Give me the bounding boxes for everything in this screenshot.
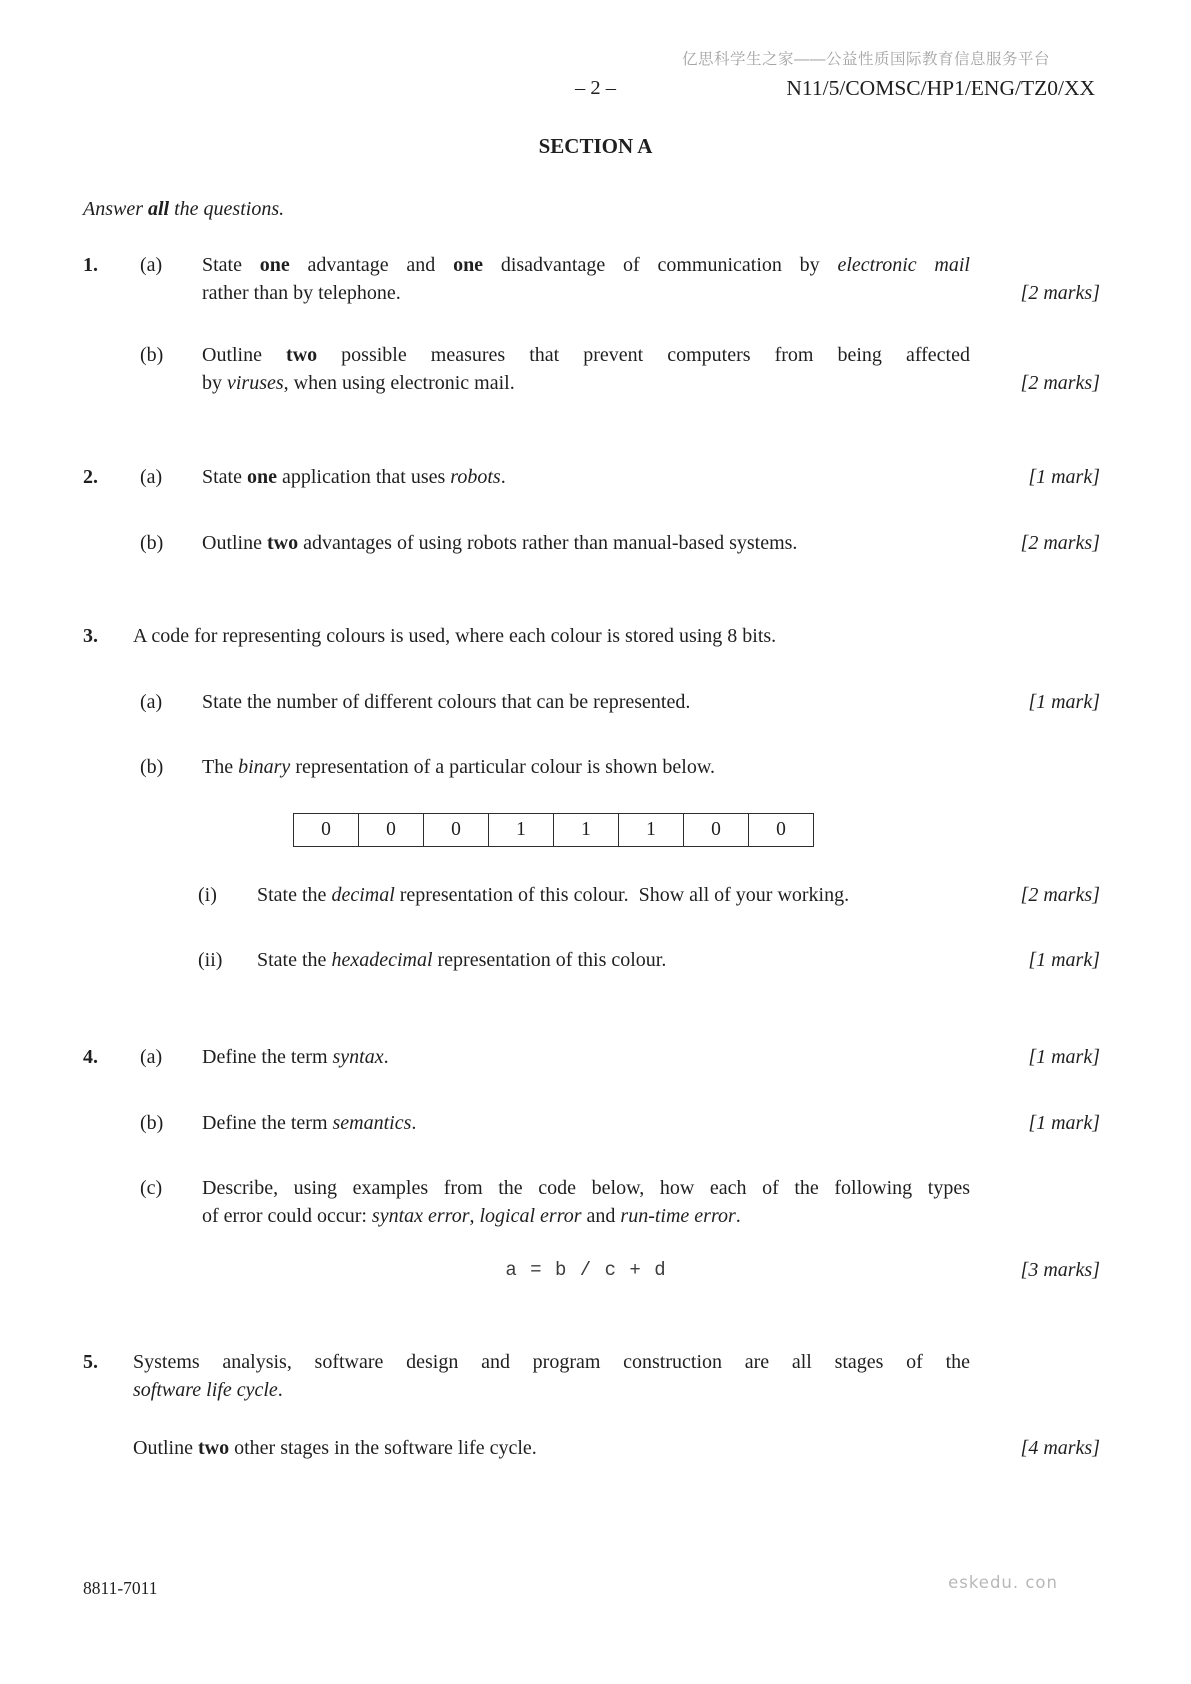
question-text-line <box>133 622 970 650</box>
binary-bit-cell: 0 <box>423 813 489 847</box>
subpart-label: (i) <box>198 884 217 906</box>
text-segment: . <box>383 1046 389 1068</box>
text-segment: other stages in the software life cycle. <box>229 1437 537 1459</box>
binary-table <box>293 813 814 847</box>
text-segment: advantage and <box>289 254 454 276</box>
section-title: SECTION A <box>538 134 653 158</box>
part-label: (c) <box>140 1177 163 1199</box>
text-segment: run-time error <box>620 1205 736 1227</box>
text-segment: one <box>453 254 484 276</box>
question-text-line <box>202 753 970 781</box>
text-segment: possible measures that prevent computers from being affected <box>317 344 970 366</box>
watermark-top: 亿思科学生之家——公益性质国际教育信息服务平台 <box>682 51 1051 68</box>
text-segment: advantages of using robots rather than manual-based systems. <box>298 532 798 554</box>
marks-label: [3 marks] <box>1020 1259 1100 1281</box>
text-segment: . <box>411 1112 417 1134</box>
code-line: a = b / c + d <box>505 1259 667 1281</box>
text-segment: The <box>202 756 239 778</box>
marks-label: [1 mark] <box>1028 1046 1100 1068</box>
text-segment: State the <box>257 884 332 906</box>
part-label: (a) <box>140 691 163 713</box>
paper-code: N11/5/COMSC/HP1/ENG/TZ0/XX <box>786 76 1095 100</box>
text-segment: rather than by telephone. <box>202 282 401 304</box>
binary-bit-cell: 0 <box>358 813 424 847</box>
text-segment: hexadecimal <box>331 949 433 971</box>
text-segment: two <box>198 1437 230 1459</box>
marks-label: [4 marks] <box>1020 1437 1100 1459</box>
watermark-bottom: eskedu. con <box>948 1573 1058 1592</box>
text-segment: decimal <box>331 884 395 906</box>
question-number: 3. <box>83 625 98 647</box>
binary-bit-cell: 0 <box>748 813 814 847</box>
text-segment: representation of this colour. <box>432 949 667 971</box>
question-number: 5. <box>83 1351 98 1373</box>
marks-label: [1 mark] <box>1028 949 1100 971</box>
marks-label: [1 mark] <box>1028 691 1100 713</box>
text-segment: of error could occur: <box>202 1205 372 1227</box>
text-segment: two <box>286 344 318 366</box>
marks-label: [2 marks] <box>1020 372 1100 394</box>
text-segment: Outline <box>202 532 267 554</box>
question-text-line <box>202 1174 970 1202</box>
text-segment: electronic mail <box>837 254 970 276</box>
text-segment: Define the term <box>202 1046 333 1068</box>
text-segment: . <box>277 1379 283 1401</box>
question-text-line <box>202 251 970 279</box>
question-number: 4. <box>83 1046 98 1068</box>
text-segment: two <box>267 532 299 554</box>
question-text-line <box>133 1348 970 1376</box>
text-segment: binary <box>238 756 291 778</box>
part-label: (a) <box>140 254 163 276</box>
marks-label: [2 marks] <box>1020 282 1100 304</box>
part-label: (b) <box>140 1112 164 1134</box>
binary-bit-cell: 1 <box>488 813 554 847</box>
text-segment: Outline <box>133 1437 198 1459</box>
instruction-text <box>83 195 284 223</box>
part-label: (a) <box>140 1046 163 1068</box>
marks-label: [2 marks] <box>1020 532 1100 554</box>
text-segment: representation of a particular colour is shown below. <box>290 756 715 778</box>
text-segment: A code for representing colours is used, where each colour is stored using 8 bits. <box>133 625 777 647</box>
part-label: (b) <box>140 756 164 778</box>
marks-label: [1 mark] <box>1028 466 1100 488</box>
marks-label: [2 marks] <box>1020 884 1100 906</box>
text-segment: robots <box>450 466 501 488</box>
text-segment: State the <box>257 949 332 971</box>
text-segment: syntax error <box>371 1205 470 1227</box>
text-segment: State the number of different colours that can be represented. <box>202 691 691 713</box>
part-label: (b) <box>140 344 164 366</box>
text-segment: logical error <box>479 1205 582 1227</box>
text-segment: Define the term <box>202 1112 333 1134</box>
page-number: – 2 – <box>575 77 616 99</box>
part-label: (b) <box>140 532 164 554</box>
text-segment: Answer <box>83 198 148 220</box>
text-segment: viruses <box>227 372 284 394</box>
text-segment: State <box>202 466 247 488</box>
text-segment: Describe, using examples from the code below, how each of the following types <box>202 1177 970 1199</box>
text-segment: one <box>259 254 290 276</box>
marks-label: [1 mark] <box>1028 1112 1100 1134</box>
binary-bit-cell: 1 <box>553 813 619 847</box>
text-segment: Outline <box>202 344 287 366</box>
text-segment: Systems analysis, software design and program construction are all stages of the <box>133 1351 970 1373</box>
text-segment: by <box>202 372 227 394</box>
footer-paper-id: 8811-7011 <box>83 1578 158 1598</box>
text-segment: . <box>735 1205 741 1227</box>
text-segment: all <box>148 198 170 220</box>
part-label: (a) <box>140 466 163 488</box>
text-segment: representation of this colour. Show all of your working. <box>394 884 850 906</box>
text-segment: the questions. <box>169 198 285 220</box>
text-segment: syntax <box>332 1046 384 1068</box>
question-text-line <box>202 341 970 369</box>
question-number: 1. <box>83 254 98 276</box>
text-segment: software life cycle <box>133 1379 278 1401</box>
binary-bit-cell: 1 <box>618 813 684 847</box>
text-segment: and <box>581 1205 621 1227</box>
question-text-line <box>202 1202 970 1230</box>
question-number: 2. <box>83 466 98 488</box>
text-segment: application that uses <box>277 466 451 488</box>
text-segment: one <box>247 466 277 488</box>
binary-bit-cell: 0 <box>683 813 749 847</box>
text-segment: , <box>469 1205 480 1227</box>
text-segment: . <box>500 466 506 488</box>
text-segment: , when using electronic mail. <box>283 372 515 394</box>
binary-bit-cell: 0 <box>293 813 359 847</box>
text-segment: semantics <box>332 1112 412 1134</box>
subpart-label: (ii) <box>198 949 223 971</box>
text-segment: disadvantage of communication by <box>483 254 838 276</box>
question-text-line <box>133 1376 970 1404</box>
text-segment: State <box>202 254 260 276</box>
